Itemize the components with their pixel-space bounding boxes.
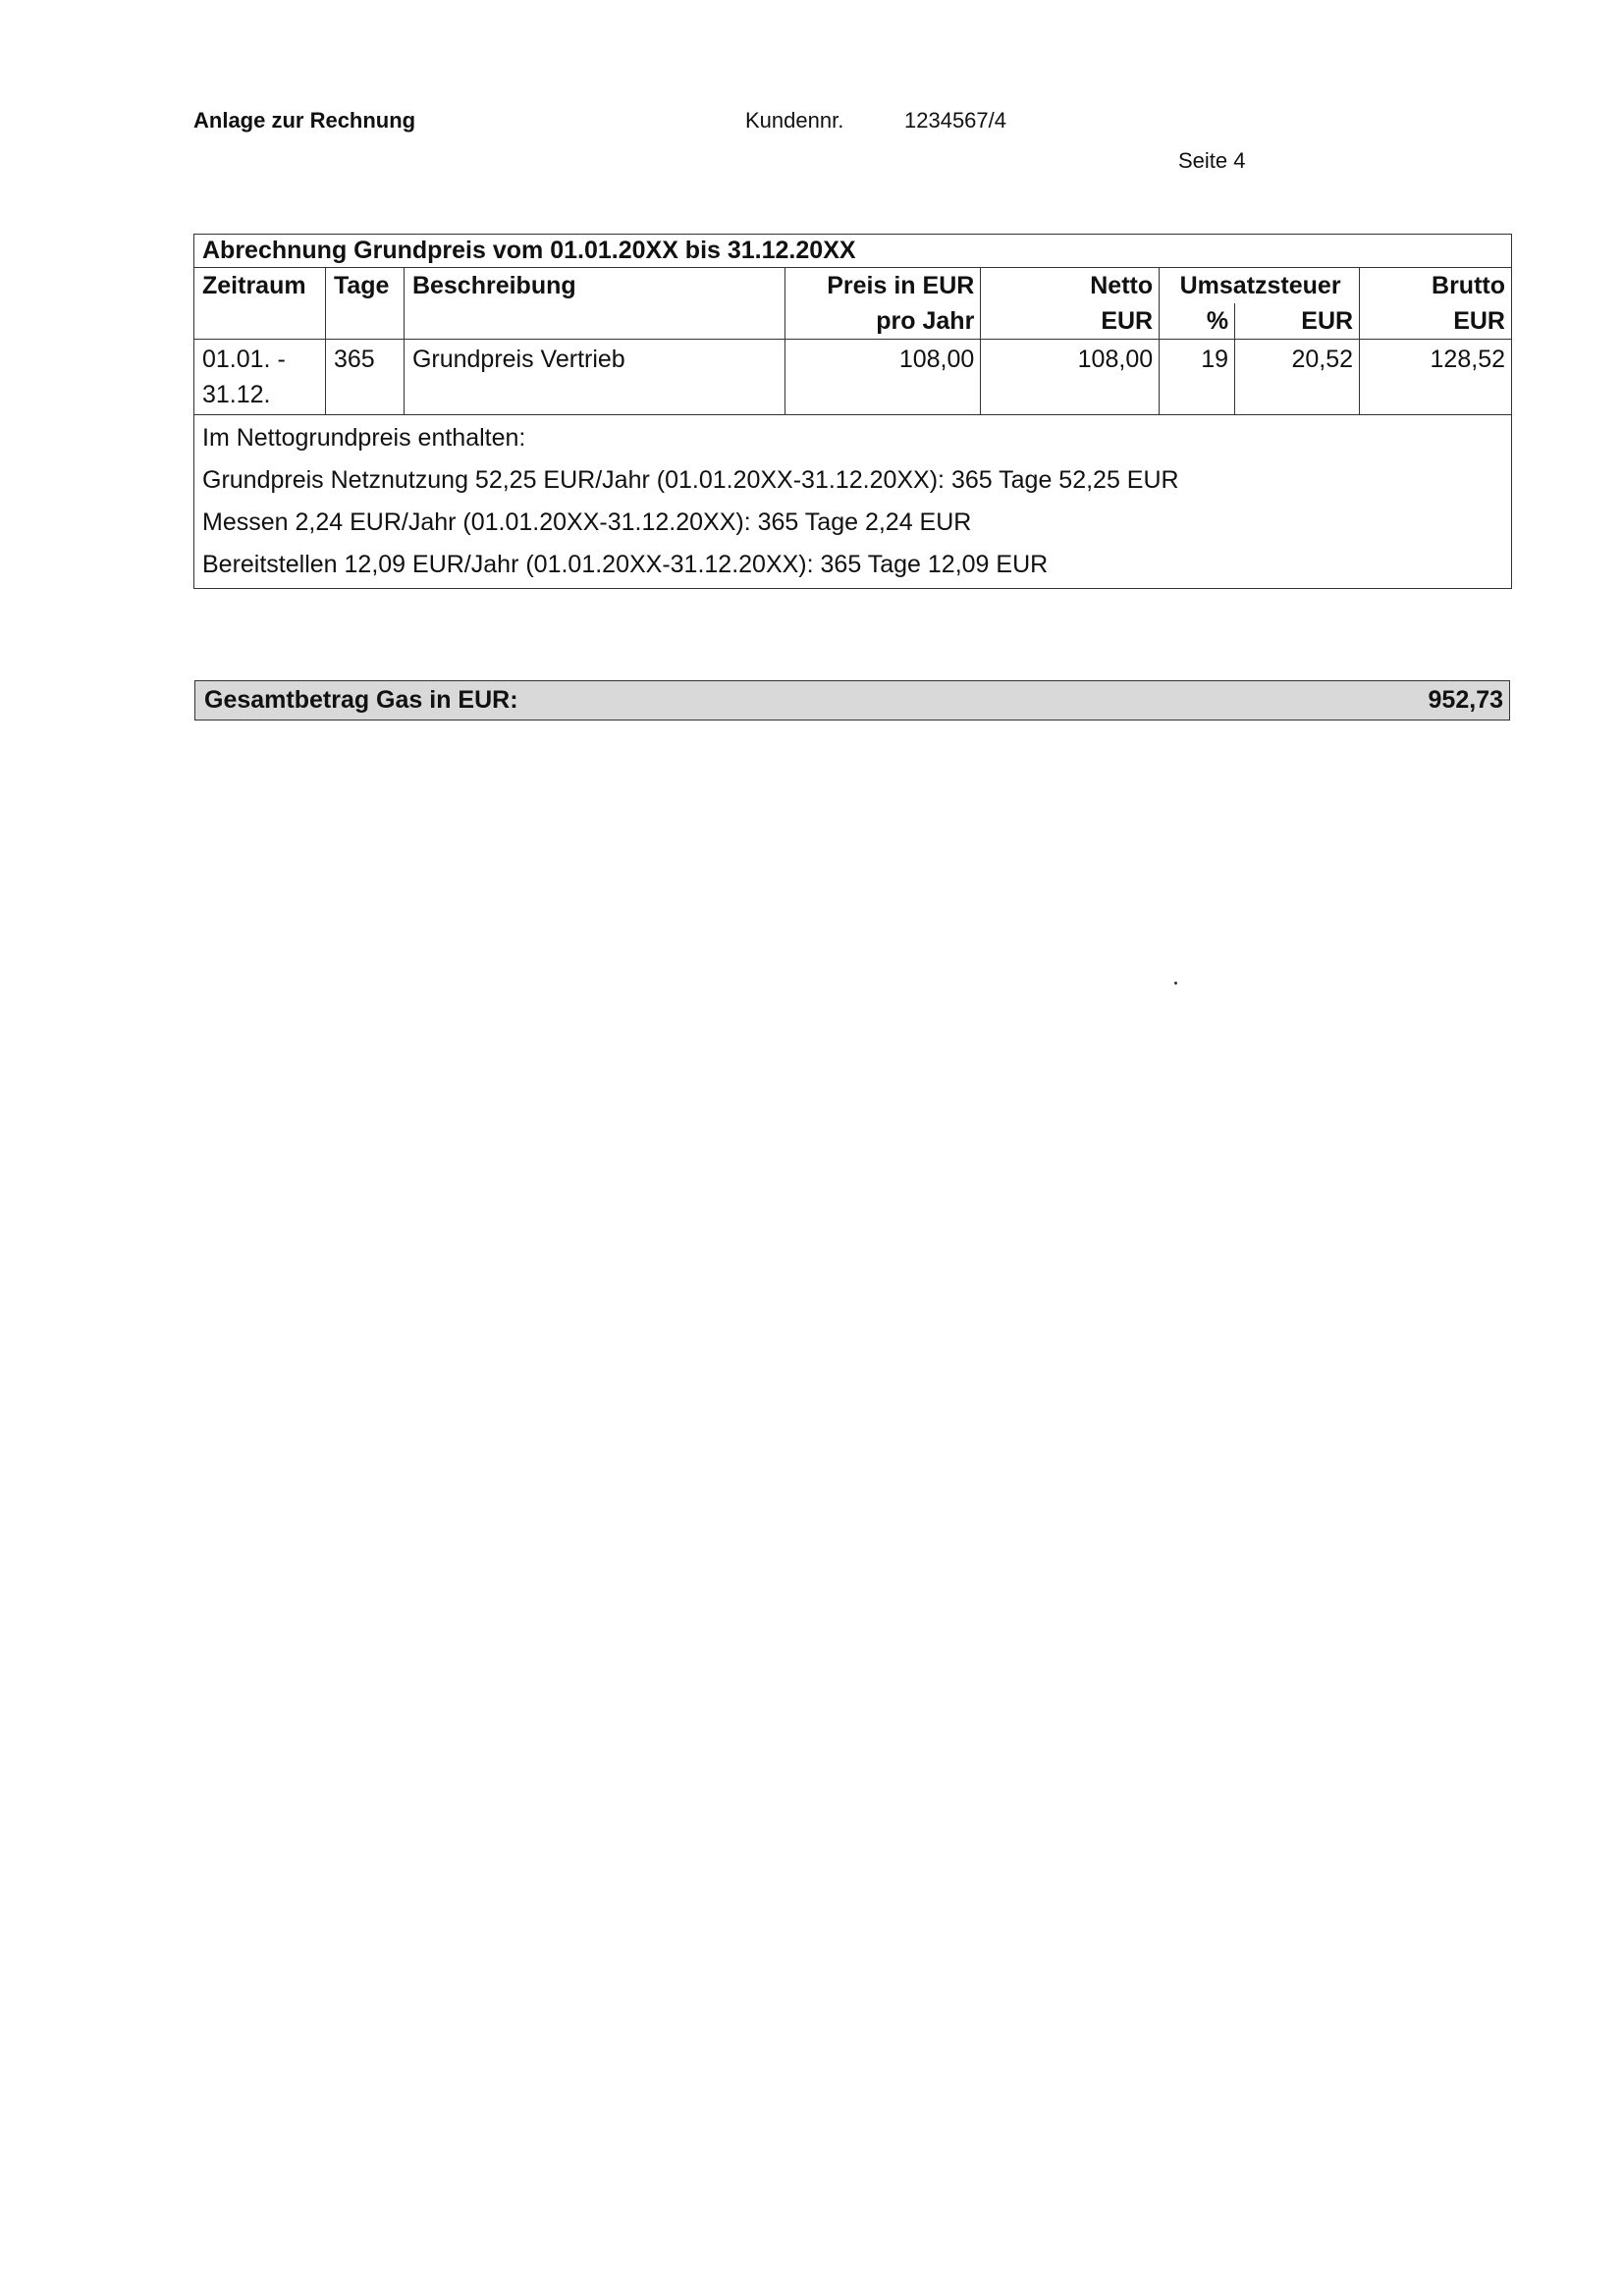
row-beschreibung: Grundpreis Vertrieb: [404, 340, 784, 415]
total-label: Gesamtbetrag Gas in EUR:: [204, 686, 518, 714]
document-title: Anlage zur Rechnung: [193, 108, 416, 133]
row-ust-eur: 20,52: [1235, 340, 1360, 415]
stray-dot: [1174, 982, 1177, 985]
header-ust-eur: EUR: [1235, 303, 1360, 340]
header-netto: Netto: [981, 268, 1160, 304]
total-amount-bar: [194, 680, 1510, 721]
header-preis: Preis in EUR: [784, 268, 981, 304]
header-preis-unit: pro Jahr: [784, 303, 981, 340]
row-brutto: 128,52: [1360, 340, 1512, 415]
header-brutto-unit: EUR: [1360, 303, 1512, 340]
table-row: [194, 340, 1512, 415]
note-line: Bereitstellen 12,09 EUR/Jahr (01.01.20XX-31.12.20XX): 365 Tage 12,09 EUR: [202, 551, 1049, 578]
header-brutto: Brutto: [1360, 268, 1512, 304]
header-zeitraum: Zeitraum: [194, 268, 326, 304]
header-tage: Tage: [325, 268, 404, 304]
customer-number: 1234567/4: [904, 108, 1006, 133]
header-beschreibung: Beschreibung: [404, 268, 784, 304]
note-line: Messen 2,24 EUR/Jahr (01.01.20XX-31.12.20XX): 365 Tage 2,24 EUR: [202, 508, 972, 536]
header-netto-unit: EUR: [981, 303, 1160, 340]
notes-block: [194, 415, 1512, 589]
note-line: Grundpreis Netznutzung 52,25 EUR/Jahr (01.01.20XX-31.12.20XX): 365 Tage 52,25 EUR: [202, 466, 1179, 494]
row-netto: 108,00: [981, 340, 1160, 415]
billing-table: [193, 234, 1512, 589]
row-zeitraum: 01.01. - 31.12.: [194, 340, 326, 415]
customer-number-label: Kundennr.: [745, 108, 844, 133]
table-title: Abrechnung Grundpreis vom 01.01.20XX bis 31.12.20XX: [194, 235, 1512, 268]
header-ust-percent: %: [1160, 303, 1235, 340]
header-umsatzsteuer: Umsatzsteuer: [1160, 268, 1360, 304]
row-ust-percent: 19: [1160, 340, 1235, 415]
row-tage: 365: [325, 340, 404, 415]
total-value: 952,73: [1428, 686, 1503, 714]
note-line: Im Nettogrundpreis enthalten:: [202, 424, 526, 452]
page-number: Seite 4: [1178, 148, 1246, 173]
row-preis: 108,00: [784, 340, 981, 415]
